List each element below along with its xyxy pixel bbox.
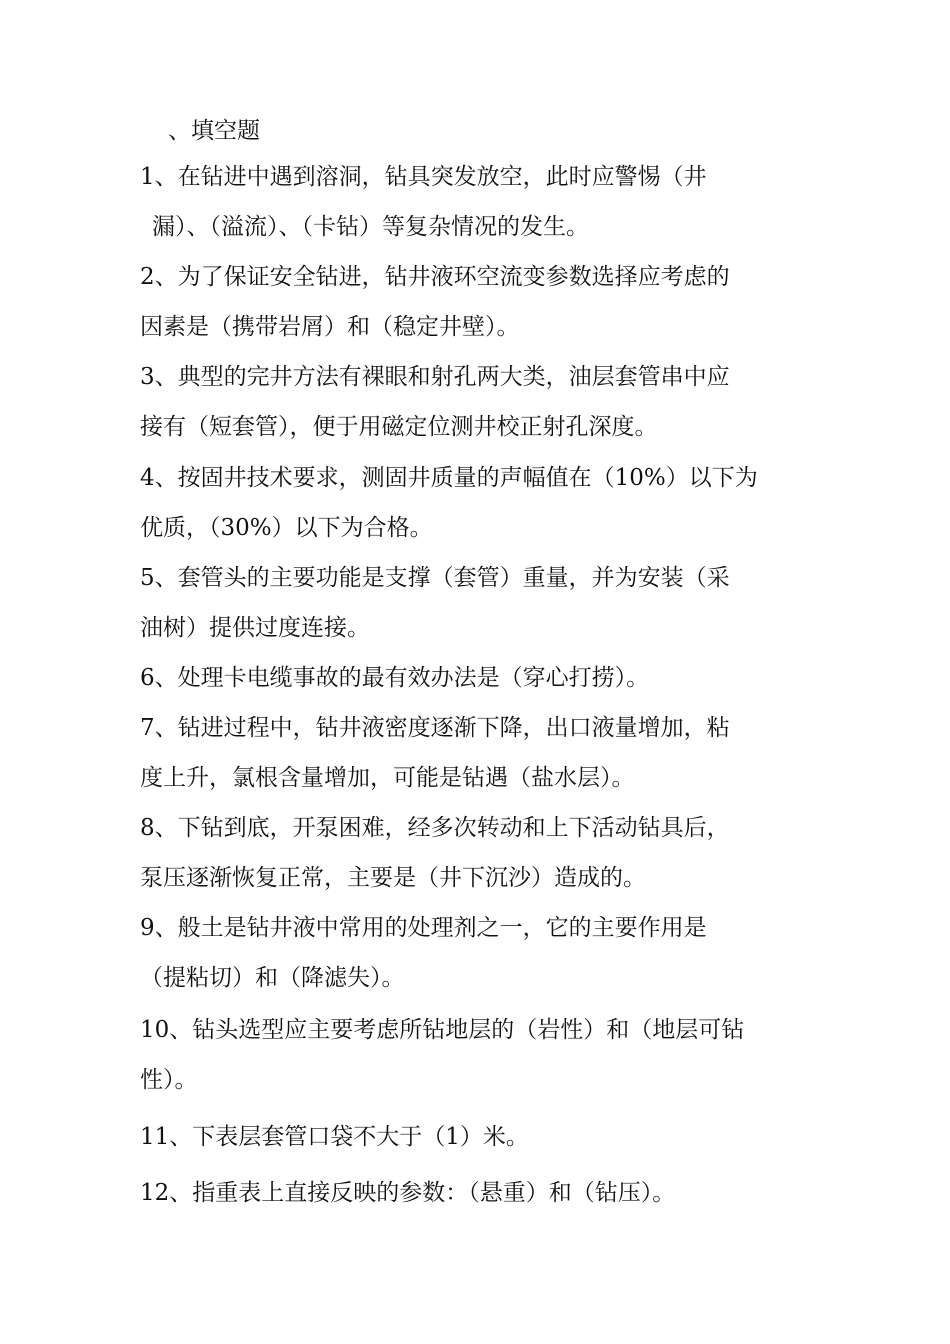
question-10-line-2: 性）。	[140, 1067, 198, 1093]
question-12-line-1: 12、指重表上直接反映的参数：（悬重）和（钻压）。	[140, 1180, 676, 1206]
question-5-line-2: 油树）提供过度连接。	[140, 615, 370, 641]
question-7-line-2: 度上升，氯根含量增加，可能是钻遇（盐水层）。	[140, 765, 635, 791]
question-11-line-1: 11、下表层套管口袋不大于（1）米。	[140, 1124, 529, 1150]
question-1-line-1: 1、在钻进中遇到溶洞，钻具突发放空，此时应警惕（井	[140, 164, 707, 190]
question-1-line-2: 漏）、（溢流）、（卡钻）等复杂情况的发生。	[152, 214, 589, 240]
question-3-line-1: 3、典型的完井方法有裸眼和射孔两大类，油层套管串中应	[140, 364, 730, 390]
question-6-line-1: 6、处理卡电缆事故的最有效办法是（穿心打捞）。	[140, 665, 650, 691]
question-4-line-2: 优质，（30%）以下为合格。	[140, 515, 433, 541]
question-5-line-1: 5、套管头的主要功能是支撑（套管）重量，并为安装（采	[140, 565, 730, 591]
section-heading: 、填空题	[168, 118, 260, 144]
question-2-line-1: 2、为了保证安全钻进，钻井液环空流变参数选择应考虑的	[140, 264, 730, 290]
question-9-line-2: （提粘切）和（降滤失）。	[140, 965, 405, 991]
question-4-line-1: 4、按固井技术要求，测固井质量的声幅值在（10%）以下为	[140, 465, 758, 491]
question-8-line-1: 8、下钻到底，开泵困难，经多次转动和上下活动钻具后，	[140, 815, 730, 841]
question-7-line-1: 7、钻进过程中，钻井液密度逐渐下降，出口液量增加，粘	[140, 715, 730, 741]
question-9-line-1: 9、般土是钻井液中常用的处理剂之一，它的主要作用是	[140, 915, 707, 941]
question-10-line-1: 10、钻头选型应主要考虑所钻地层的（岩性）和（地层可钻	[140, 1017, 745, 1043]
question-3-line-2: 接有（短套管），便于用磁定位测井校正射孔深度。	[140, 414, 658, 440]
question-8-line-2: 泵压逐渐恢复正常，主要是（井下沉沙）造成的。	[140, 865, 646, 891]
question-2-line-2: 因素是（携带岩屑）和（稳定井壁）。	[140, 314, 520, 340]
